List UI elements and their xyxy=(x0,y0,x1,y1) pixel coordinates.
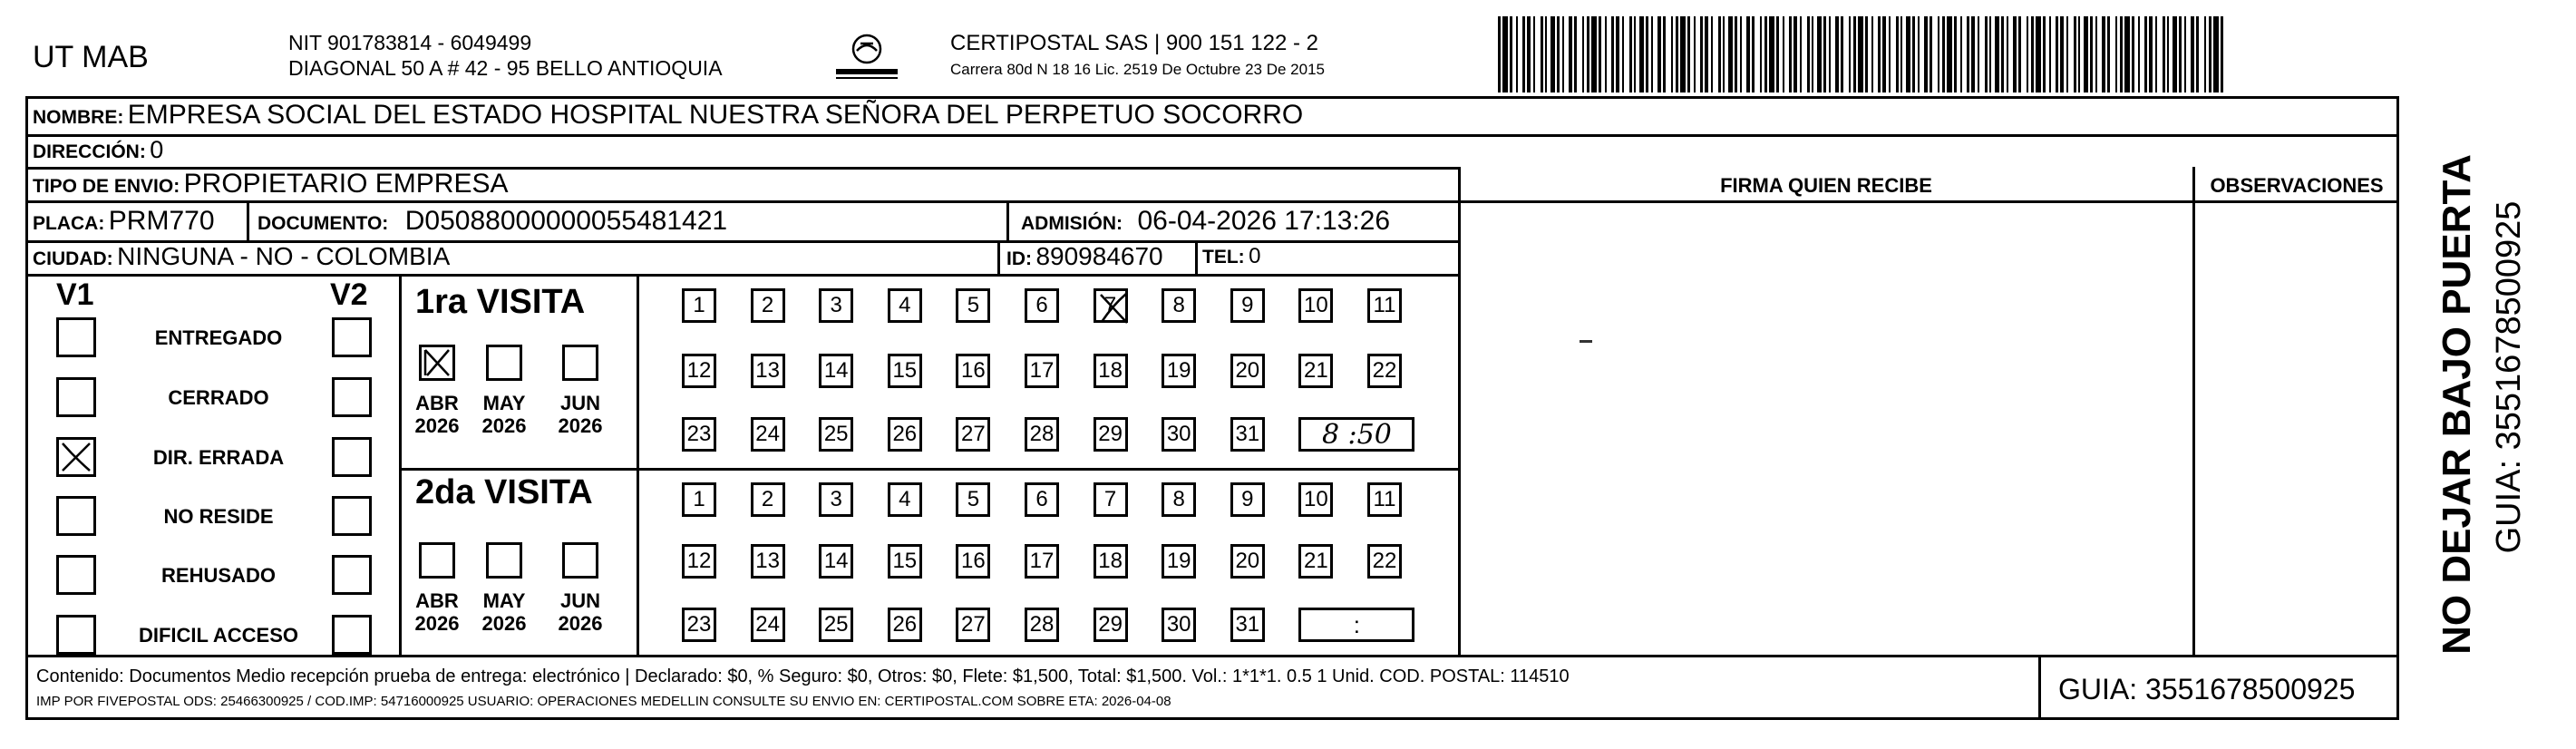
day-box[interactable]: 29 xyxy=(1094,417,1128,452)
status-option-label: DIR. ERRADA xyxy=(152,446,285,469)
barcode-bar xyxy=(1728,16,1733,92)
day-box[interactable]: 29 xyxy=(1094,608,1128,642)
observaciones-header: OBSERVACIONES xyxy=(2210,174,2384,197)
month-checkbox[interactable] xyxy=(419,542,455,579)
nombre-label: NOMBRE: xyxy=(33,107,124,128)
barcode-bar xyxy=(1989,16,1991,92)
barcode-bar xyxy=(2043,16,2046,92)
month-label xyxy=(553,589,608,636)
day-box[interactable]: 26 xyxy=(888,417,922,452)
barcode-bar xyxy=(1718,16,1721,92)
barcode-bar xyxy=(1740,16,1742,92)
day-box[interactable]: 13 xyxy=(751,354,785,388)
barcode-bar xyxy=(1760,16,1762,92)
v1-checkbox[interactable] xyxy=(56,377,96,417)
day-box[interactable]: 13 xyxy=(751,544,785,579)
footer-guia: GUIA: 3551678500925 xyxy=(2058,673,2356,705)
v1-header: V1 xyxy=(56,277,94,312)
barcode-bar xyxy=(1882,16,1886,92)
day-box[interactable]: 10 xyxy=(1298,482,1333,517)
nombre-row xyxy=(33,102,1303,129)
direccion-value: 0 xyxy=(150,136,164,163)
day-box[interactable]: 3 xyxy=(819,482,853,517)
barcode-bar xyxy=(1967,16,1969,92)
month-name: MAY xyxy=(482,589,526,612)
day-box[interactable]: 4 xyxy=(888,288,922,323)
day-box[interactable]: 30 xyxy=(1162,608,1196,642)
documento-cell xyxy=(258,208,727,235)
barcode-bar xyxy=(1591,16,1597,92)
barcode-bar xyxy=(1629,16,1632,92)
barcode-bar xyxy=(1657,16,1661,92)
barcode-bar xyxy=(1622,16,1624,92)
day-box[interactable]: 18 xyxy=(1094,354,1128,388)
day-box[interactable]: 19 xyxy=(1162,544,1196,579)
nombre-value: EMPRESA SOCIAL DEL ESTADO HOSPITAL NUESTRA SEÑORA DEL PERPETUO SOCORRO xyxy=(127,100,1304,130)
imp-text: IMP POR FIVEPOSTAL ODS: 25466300925 / COD.IMP: 54716000925 USUARIO: OPERACIONES MEDELLIN CONSULTE SU ENVIO EN: CERTIPOSTAL.COM SOBRE ETA: 2026-04-08 xyxy=(36,694,1171,709)
firma-header: FIRMA QUIEN RECIBE xyxy=(1720,174,1932,197)
stray-mark xyxy=(1580,340,1592,343)
month-year: 2026 xyxy=(414,612,460,636)
barcode-bar xyxy=(2018,16,2021,92)
day-box[interactable]: 9 xyxy=(1230,482,1265,517)
barcode-bar xyxy=(1639,16,1644,92)
barcode-bar xyxy=(2102,16,2105,92)
company-nit: NIT 901783814 - 6049499 xyxy=(288,31,532,54)
day-box[interactable]: 14 xyxy=(819,544,853,579)
month-name: ABR xyxy=(415,589,459,612)
day-box[interactable]: 7 xyxy=(1094,482,1128,517)
barcode-bar xyxy=(1671,16,1673,92)
barcode-bar xyxy=(1502,16,1508,92)
barcode-bar xyxy=(1918,16,1920,92)
barcode-bar xyxy=(2120,16,2123,92)
barcode-bar xyxy=(1912,16,1915,92)
barcode-bar xyxy=(1900,16,1902,92)
barcode-bar xyxy=(1978,16,1979,92)
barcode-bar xyxy=(2213,16,2219,92)
barcode-bar xyxy=(2173,16,2177,92)
tel-value: 0 xyxy=(1249,244,1261,268)
day-box[interactable]: 7 xyxy=(1094,288,1128,323)
barcode-bar xyxy=(1694,16,1696,92)
barcode-bar xyxy=(2036,16,2041,92)
v1-checkbox[interactable] xyxy=(56,317,96,357)
barcode-bar xyxy=(2049,16,2051,92)
day-box[interactable]: 20 xyxy=(1230,544,1265,579)
direccion-label: DIRECCIÓN: xyxy=(33,141,146,162)
barcode-bar xyxy=(1723,16,1725,92)
barcode-bar xyxy=(1817,16,1822,92)
day-box[interactable]: 15 xyxy=(888,544,922,579)
side-guia: GUIA: 3551678500925 xyxy=(2490,200,2528,554)
barcode-bar xyxy=(1522,16,1525,92)
day-box[interactable]: 26 xyxy=(888,608,922,642)
company-name: UT MAB xyxy=(33,40,149,74)
v1-checkbox[interactable] xyxy=(56,615,96,655)
barcode-bar xyxy=(1783,16,1784,92)
barcode-bar xyxy=(1776,16,1779,92)
barcode-bar xyxy=(2007,16,2008,92)
barcode-bar xyxy=(1942,16,1945,92)
barcode-bar xyxy=(1985,16,1988,92)
status-option-label: REHUSADO xyxy=(161,564,276,587)
status-option-label: DIFICIL ACCESO xyxy=(138,624,298,647)
barcode-bar xyxy=(1764,16,1767,92)
day-box[interactable]: 27 xyxy=(956,608,990,642)
month-label xyxy=(553,392,608,438)
day-box[interactable]: 25 xyxy=(819,417,853,452)
day-box[interactable]: 28 xyxy=(1025,608,1059,642)
barcode-bar xyxy=(1789,16,1792,92)
month-label xyxy=(410,589,464,636)
status-option-label: CERRADO xyxy=(168,386,269,409)
day-box[interactable]: 8 xyxy=(1162,482,1196,517)
barcode-bar xyxy=(2095,16,2097,92)
v2-checkbox[interactable] xyxy=(332,615,372,655)
documento-value: D05088000000055481421 xyxy=(404,206,728,236)
v2-header: V2 xyxy=(330,277,368,312)
day-box[interactable]: 18 xyxy=(1094,544,1128,579)
placa-label: PLACA: xyxy=(33,213,105,234)
barcode-bar xyxy=(2209,16,2211,92)
first-visit-title: 1ra VISITA xyxy=(415,283,586,321)
day-box[interactable]: 6 xyxy=(1025,288,1059,323)
barcode-bar xyxy=(1938,16,1939,92)
day-box[interactable]: 24 xyxy=(751,608,785,642)
barcode-bar xyxy=(2001,16,2004,92)
admision-cell xyxy=(1021,208,1390,235)
day-box[interactable]: 25 xyxy=(819,608,853,642)
tipo-label: TIPO DE ENVIO: xyxy=(33,176,180,197)
barcode-bar xyxy=(2013,16,2017,92)
day-box[interactable]: 17 xyxy=(1025,354,1059,388)
certipostal-logo xyxy=(831,31,903,83)
day-box[interactable]: 2 xyxy=(751,482,785,517)
day-box[interactable]: 17 xyxy=(1025,544,1059,579)
month-checkbox[interactable] xyxy=(562,345,598,381)
side-warning: NO DEJAR BAJO PUERTA xyxy=(2435,154,2479,655)
day-box[interactable]: 21 xyxy=(1298,354,1333,388)
admision-value: 06-04-2026 17:13:26 xyxy=(1137,206,1391,236)
placa-cell xyxy=(33,208,215,235)
company-address: DIAGONAL 50 A # 42 - 95 BELLO ANTIOQUIA xyxy=(288,56,723,80)
barcode-bar xyxy=(1569,16,1572,92)
barcode-bar xyxy=(1557,16,1560,92)
barcode-bar xyxy=(1616,16,1619,92)
barcode-bar xyxy=(1711,16,1713,92)
barcode-bar xyxy=(2179,16,2182,92)
barcode-bar xyxy=(1841,16,1843,92)
barcode-bar xyxy=(1545,16,1547,92)
day-box[interactable]: 31 xyxy=(1230,608,1265,642)
day-box[interactable]: 5 xyxy=(956,482,990,517)
barcode-bar xyxy=(1646,16,1648,92)
day-box[interactable]: 3 xyxy=(819,288,853,323)
barcode-bar xyxy=(1599,16,1601,92)
contenido-text: Contenido: Documentos Medio recepción prueba de entrega: electrónico | Declarado: $0, % Seguro: $0, Otros: $0, Flete: $1,500, Total: $1,500. Vol.: 1*1*1. 0.5 1 Unid. COD. POSTAL: 114510 xyxy=(36,666,1570,686)
barcode-bar xyxy=(1516,16,1518,92)
month-label xyxy=(410,392,464,438)
barcode-bar xyxy=(2074,16,2076,92)
direccion-row xyxy=(33,138,163,162)
barcode-bar xyxy=(1562,16,1564,92)
month-year: 2026 xyxy=(414,414,460,438)
barcode-bar xyxy=(2144,16,2147,92)
barcode-bar xyxy=(2027,16,2028,92)
month-name: ABR xyxy=(415,392,459,414)
time-box[interactable] xyxy=(1298,608,1414,642)
month-name: JUN xyxy=(559,392,600,414)
barcode-bar xyxy=(1735,16,1737,92)
barcode-bar xyxy=(1605,16,1607,92)
barcode-bar xyxy=(2149,16,2153,92)
barcode-bar xyxy=(1574,16,1577,92)
barcode-bar xyxy=(1746,16,1750,92)
day-box[interactable]: 15 xyxy=(888,354,922,388)
v1-checkbox[interactable] xyxy=(56,496,96,536)
barcode-bar xyxy=(1924,16,1928,92)
day-box[interactable]: 22 xyxy=(1367,544,1402,579)
barcode-bar xyxy=(2138,16,2140,92)
month-checkbox[interactable] xyxy=(419,345,455,381)
barcode-bar xyxy=(1896,16,1899,92)
barcode-bar xyxy=(1663,16,1666,92)
day-box[interactable]: 23 xyxy=(682,608,716,642)
carrier-name: CERTIPOSTAL SAS | 900 151 122 - 2 xyxy=(950,31,1318,55)
day-box[interactable]: 4 xyxy=(888,482,922,517)
barcode-bar xyxy=(1527,16,1531,92)
barcode-bar xyxy=(1930,16,1932,92)
barcode-bar xyxy=(1853,16,1856,92)
barcode-bar xyxy=(1889,16,1891,92)
barcode-bar xyxy=(1858,16,1863,92)
v2-checkbox[interactable] xyxy=(332,317,372,357)
day-box[interactable]: 31 xyxy=(1230,417,1265,452)
barcode-bar xyxy=(1634,16,1636,92)
time-separator: : xyxy=(1353,610,1360,638)
v1-checkbox[interactable] xyxy=(56,437,96,477)
month-label xyxy=(477,589,531,636)
day-box[interactable]: 24 xyxy=(751,417,785,452)
day-box[interactable]: 10 xyxy=(1298,288,1333,323)
id-cell xyxy=(1006,244,1163,269)
barcode-bar xyxy=(2163,16,2165,92)
barcode xyxy=(1498,16,2223,92)
barcode-bar xyxy=(2155,16,2157,92)
barcode-bar xyxy=(1793,16,1797,92)
barcode-bar xyxy=(1676,16,1678,92)
barcode-bar xyxy=(1582,16,1584,92)
barcode-bar xyxy=(1878,16,1881,92)
barcode-bar xyxy=(2060,16,2064,92)
day-box[interactable]: 8 xyxy=(1162,288,1196,323)
time-box[interactable] xyxy=(1298,417,1414,452)
day-box[interactable]: 28 xyxy=(1025,417,1059,452)
barcode-bar xyxy=(2132,16,2134,92)
day-box[interactable]: 30 xyxy=(1162,417,1196,452)
day-box[interactable]: 2 xyxy=(751,288,785,323)
barcode-bar xyxy=(1823,16,1826,92)
day-box[interactable]: 19 xyxy=(1162,354,1196,388)
barcode-bar xyxy=(2221,16,2223,92)
barcode-bar xyxy=(1498,16,1501,92)
status-option-label: NO RESIDE xyxy=(163,505,274,528)
handwritten-time: 8 :50 xyxy=(1321,418,1392,451)
barcode-bar xyxy=(1954,16,1957,92)
month-checkbox[interactable] xyxy=(562,542,598,579)
day-box[interactable]: 12 xyxy=(682,354,716,388)
id-label: ID: xyxy=(1006,248,1032,269)
barcode-bar xyxy=(1906,16,1910,92)
day-box[interactable]: 16 xyxy=(956,354,990,388)
barcode-bar xyxy=(1995,16,1999,92)
v2-checkbox[interactable] xyxy=(332,496,372,536)
day-box[interactable]: 27 xyxy=(956,417,990,452)
day-box[interactable]: 1 xyxy=(682,482,716,517)
day-box[interactable]: 23 xyxy=(682,417,716,452)
month-checkbox[interactable] xyxy=(486,345,522,381)
barcode-bar xyxy=(1769,16,1774,92)
month-label xyxy=(477,392,531,438)
barcode-bar xyxy=(1960,16,1962,92)
barcode-bar xyxy=(1687,16,1690,92)
tel-label: TEL: xyxy=(1202,247,1245,268)
barcode-bar xyxy=(2090,16,2093,92)
barcode-bar xyxy=(2078,16,2080,92)
documento-label: DOCUMENTO: xyxy=(258,213,389,234)
month-year: 2026 xyxy=(558,612,603,636)
carrier-license: Carrera 80d N 18 16 Lic. 2519 De Octubre 23 De 2015 xyxy=(950,61,1325,78)
day-box[interactable]: 12 xyxy=(682,544,716,579)
day-box[interactable]: 6 xyxy=(1025,482,1059,517)
day-box[interactable]: 14 xyxy=(819,354,853,388)
barcode-bar xyxy=(2031,16,2034,92)
status-option-label: ENTREGADO xyxy=(154,326,283,349)
ciudad-value: NINGUNA - NO - COLOMBIA xyxy=(117,242,451,270)
barcode-bar xyxy=(1871,16,1873,92)
barcode-bar xyxy=(2056,16,2058,92)
barcode-bar xyxy=(2196,16,2199,92)
tipo-row xyxy=(33,170,509,198)
barcode-bar xyxy=(1752,16,1755,92)
barcode-bar xyxy=(2191,16,2194,92)
barcode-bar xyxy=(1829,16,1831,92)
barcode-bar xyxy=(2167,16,2169,92)
barcode-bar xyxy=(1587,16,1589,92)
barcode-bar xyxy=(1680,16,1686,92)
barcode-bar xyxy=(1800,16,1802,92)
placa-value: PRM770 xyxy=(108,206,215,236)
v2-checkbox[interactable] xyxy=(332,437,372,477)
v1-checkbox[interactable] xyxy=(56,555,96,595)
month-name: JUN xyxy=(559,589,600,612)
day-box[interactable]: 16 xyxy=(956,544,990,579)
barcode-bar xyxy=(2184,16,2186,92)
barcode-bar xyxy=(1947,16,1952,92)
day-box[interactable]: 5 xyxy=(956,288,990,323)
day-box[interactable]: 22 xyxy=(1367,354,1402,388)
month-name: MAY xyxy=(482,392,526,414)
barcode-bar xyxy=(2115,16,2117,92)
barcode-bar xyxy=(1510,16,1512,92)
barcode-bar xyxy=(1541,16,1543,92)
month-checkbox[interactable] xyxy=(486,542,522,579)
barcode-bar xyxy=(1651,16,1653,92)
barcode-bar xyxy=(2084,16,2088,92)
barcode-bar xyxy=(2107,16,2110,92)
day-box[interactable]: 9 xyxy=(1230,288,1265,323)
month-year: 2026 xyxy=(481,612,527,636)
v2-checkbox[interactable] xyxy=(332,377,372,417)
v2-checkbox[interactable] xyxy=(332,555,372,595)
barcode-bar xyxy=(1807,16,1810,92)
barcode-bar xyxy=(2124,16,2130,92)
tel-cell xyxy=(1202,246,1260,268)
day-box[interactable]: 11 xyxy=(1367,482,1402,517)
tipo-value: PROPIETARIO EMPRESA xyxy=(183,169,509,199)
ciudad-cell xyxy=(33,244,450,269)
second-visit-title: 2da VISITA xyxy=(415,473,593,511)
barcode-bar xyxy=(1550,16,1555,92)
barcode-bar xyxy=(1865,16,1868,92)
day-box[interactable]: 1 xyxy=(682,288,716,323)
barcode-bar xyxy=(1533,16,1535,92)
barcode-bar xyxy=(2066,16,2068,92)
admision-label: ADMISIÓN: xyxy=(1021,213,1123,234)
day-box[interactable]: 20 xyxy=(1230,354,1265,388)
barcode-bar xyxy=(1835,16,1839,92)
barcode-bar xyxy=(1700,16,1703,92)
id-value: 890984670 xyxy=(1035,242,1163,270)
barcode-bar xyxy=(2204,16,2206,92)
barcode-bar xyxy=(1611,16,1614,92)
barcode-bar xyxy=(1849,16,1851,92)
barcode-bar xyxy=(1971,16,1975,92)
month-year: 2026 xyxy=(481,414,527,438)
day-box[interactable]: 21 xyxy=(1298,544,1333,579)
month-year: 2026 xyxy=(558,414,603,438)
day-box[interactable]: 11 xyxy=(1367,288,1402,323)
barcode-bar xyxy=(1812,16,1813,92)
ciudad-label: CIUDAD: xyxy=(33,248,113,269)
barcode-bar xyxy=(1705,16,1708,92)
